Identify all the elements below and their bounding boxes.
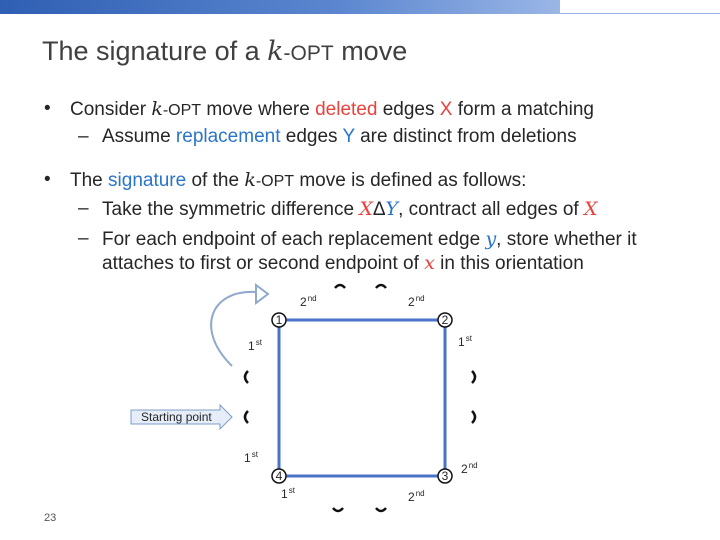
deleted-edge-arc [245, 371, 248, 383]
endpoint-order-label: 2nd [461, 461, 478, 476]
title-suffix: move [333, 36, 408, 66]
title-opt: -OPT [283, 42, 334, 65]
text-run: Δ [372, 199, 386, 220]
endpoint-order-label: 1st [281, 486, 295, 501]
text-run: Y [342, 126, 355, 147]
text-run: Y [385, 198, 399, 220]
rotation-arrow [211, 292, 255, 366]
text-run: move where [201, 99, 316, 120]
text-run: edges [280, 126, 343, 147]
svg-text:1: 1 [275, 313, 283, 327]
text-run: X [359, 198, 373, 220]
starting-point-label: Starting point [141, 410, 212, 424]
deleted-edge-arc [333, 508, 343, 511]
svg-text:3: 3 [441, 469, 449, 483]
text-run: in this orientation [434, 253, 584, 274]
text-run: move is defined as follows: [294, 170, 527, 191]
deleted-edge-arc [472, 371, 475, 383]
text-run: , store whether it [496, 229, 637, 250]
title-prefix: The signature of a [42, 36, 268, 66]
text-run: Assume [102, 126, 176, 147]
text-run: Consider [70, 99, 152, 120]
text-run: x [424, 252, 435, 274]
bullet-dash: – [78, 198, 89, 219]
endpoint-order-label: 1st [248, 338, 262, 353]
deleted-edge-arc [245, 411, 248, 423]
text-run: replacement [175, 126, 281, 147]
text-run: deleted [315, 99, 378, 120]
bullet-dash: – [78, 126, 89, 147]
bullet-dot: • [44, 169, 51, 190]
text-run: k [151, 98, 163, 120]
endpoint-order-label: 1st [458, 334, 472, 349]
text-run: The [70, 170, 109, 191]
node-2 [438, 313, 452, 327]
text-run: attaches to first or second endpoint of [102, 253, 425, 274]
text-run: k [244, 169, 256, 191]
svg-text:4: 4 [275, 469, 283, 483]
endpoint-order-label: 1st [244, 450, 258, 465]
text-run: X [439, 99, 453, 120]
text-run: signature [108, 170, 187, 191]
bullet-dot: • [44, 98, 51, 119]
endpoint-order-label: 2nd [300, 294, 317, 309]
node-3 [438, 469, 452, 483]
text-run: , contract all edges of [398, 199, 584, 220]
text-run: For each endpoint of each replacement edge [102, 229, 486, 250]
text-run: form a matching [452, 99, 594, 120]
deleted-edge-arc [376, 285, 386, 288]
text-run: -OPT [162, 102, 202, 119]
rotation-arrow-head [256, 285, 268, 303]
slide-number: 23 [44, 512, 57, 524]
text-run: of the [186, 170, 245, 191]
text-run: are distinct from deletions [354, 126, 577, 147]
text-run: -OPT [255, 173, 295, 190]
bullet-dash: – [78, 228, 89, 249]
svg-text:2: 2 [441, 313, 449, 327]
deleted-edge-arc [335, 285, 345, 288]
endpoint-order-label: 2nd [408, 294, 425, 309]
deleted-edge-arc [472, 411, 475, 423]
deleted-edge-arc [376, 508, 386, 511]
node-1 [272, 313, 286, 327]
endpoint-order-label: 2nd [408, 489, 425, 504]
title-k: k [267, 36, 284, 67]
text-run: Take the symmetric difference [102, 199, 360, 220]
text-run: y [485, 228, 497, 250]
node-4 [272, 469, 286, 483]
text-run: edges [377, 99, 440, 120]
text-run: X [583, 198, 598, 220]
